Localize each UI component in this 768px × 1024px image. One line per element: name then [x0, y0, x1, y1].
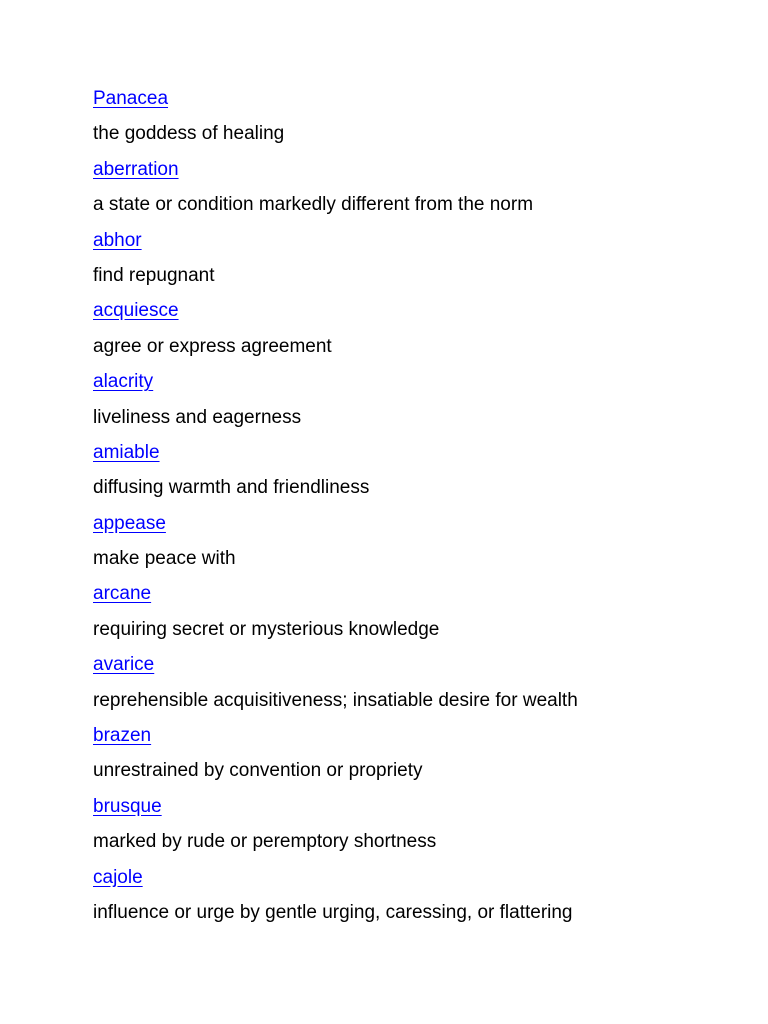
term-link-wrapper [93, 85, 733, 120]
term-definition: agree or express agreement [93, 335, 332, 357]
term-definition: find repugnant [93, 264, 215, 286]
term-link-wrapper [93, 156, 733, 191]
term-link-wrapper [93, 651, 733, 686]
term-link[interactable]: Panacea [93, 88, 169, 109]
term-link-wrapper [93, 580, 733, 615]
term-link-wrapper [93, 368, 733, 403]
term-link[interactable]: amiable [93, 441, 160, 463]
term-link[interactable]: abhor [93, 229, 142, 251]
term-definition: diffusing warmth and friendliness [93, 477, 370, 499]
term-link[interactable]: appease [93, 512, 166, 534]
term-link[interactable]: brusque [93, 795, 162, 817]
term-definition: reprehensible acquisitiveness; insatiable desire for wealth [93, 689, 578, 711]
term-link-wrapper [93, 864, 733, 899]
term-link-wrapper [93, 510, 733, 545]
term-definition: a state or condition markedly different from the norm [93, 194, 534, 216]
vocabulary-entry [93, 85, 733, 156]
term-link[interactable]: alacrity [93, 371, 154, 393]
term-link[interactable]: arcane [93, 583, 152, 605]
term-link-wrapper [93, 297, 733, 332]
term-link[interactable]: acquiesce [93, 300, 179, 322]
term-link[interactable]: avarice [93, 654, 155, 676]
vocabulary-entry [93, 156, 733, 227]
term-link[interactable]: cajole [93, 866, 143, 888]
vocabulary-entry [93, 793, 733, 864]
vocabulary-entry [93, 368, 733, 439]
term-link-wrapper [93, 722, 733, 757]
term-definition: liveliness and eagerness [93, 406, 302, 428]
term-definition: influence or urge by gentle urging, caressing, or flattering [93, 901, 573, 923]
vocabulary-entry [93, 439, 733, 510]
vocabulary-entry [93, 227, 733, 298]
vocabulary-entry [93, 864, 733, 935]
term-definition: the goddess of healing [93, 123, 285, 145]
term-definition: marked by rude or peremptory shortness [93, 831, 437, 853]
vocabulary-entry [93, 510, 733, 581]
vocabulary-entry [93, 722, 733, 793]
term-link[interactable]: aberration [93, 158, 179, 180]
term-definition: unrestrained by convention or propriety [93, 760, 423, 782]
vocabulary-list [93, 85, 733, 934]
vocabulary-entry [93, 651, 733, 722]
vocabulary-entry [93, 580, 733, 651]
term-link-wrapper [93, 793, 733, 828]
term-link[interactable]: brazen [93, 725, 152, 747]
term-definition: make peace with [93, 548, 236, 570]
term-link-wrapper [93, 227, 733, 262]
term-definition: requiring secret or mysterious knowledge [93, 618, 440, 640]
term-link-wrapper [93, 439, 733, 474]
vocabulary-entry [93, 297, 733, 368]
